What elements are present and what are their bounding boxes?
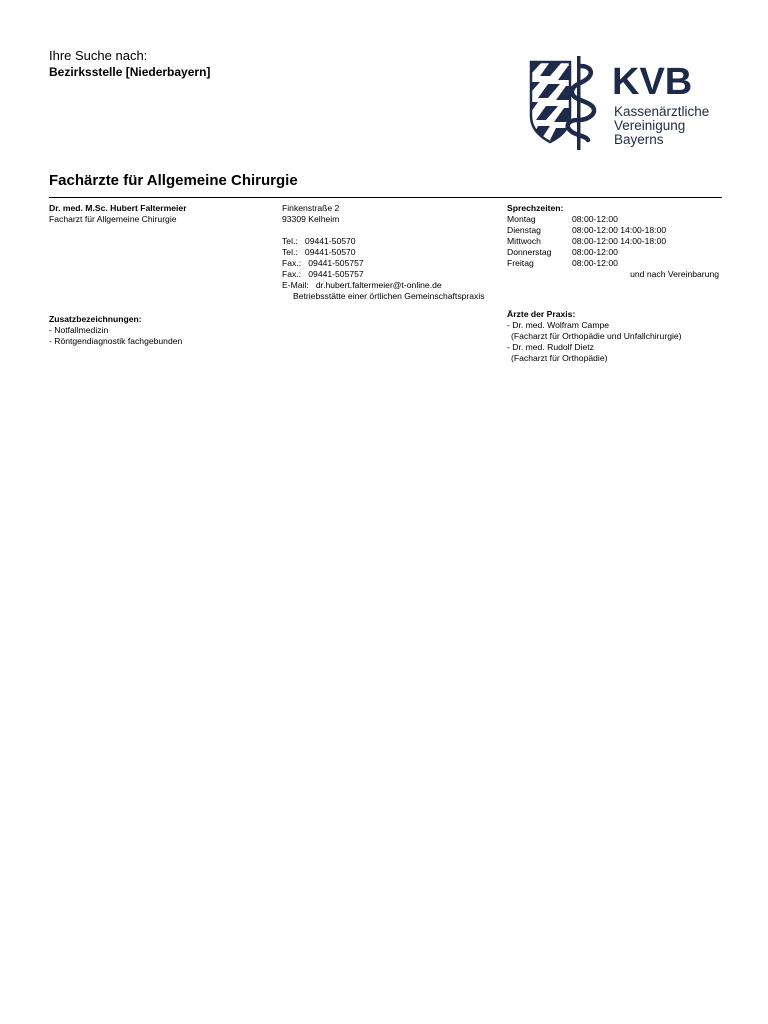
practice-title: Ärzte der Praxis: [507,309,576,319]
hours-row [507,236,722,247]
logo-brand: KVB [612,61,693,103]
hours-row [507,225,722,236]
hours-time: 08:00-12:00 [572,214,618,224]
doctor-info [49,203,187,225]
logo-line1: Kassenärztliche [614,104,710,119]
hours-day: Montag [507,214,536,224]
list-item: (Facharzt für Orthopädie und Unfallchirurgie) [511,331,682,341]
address-street: Finkenstraße 2 [282,203,340,213]
search-label: Ihre Suche nach: [49,48,148,63]
fax-2: Fax.: 09441-505757 [282,269,364,279]
fax-1: Fax.: 09441-505757 [282,258,364,268]
hours-title: Sprechzeiten: [507,203,564,213]
hours-day: Mittwoch [507,236,541,246]
phone-1: Tel.: 09441-50570 [282,236,356,246]
address-city: 93309 Kelheim [282,214,340,224]
title-divider [49,197,722,198]
list-item: - Dr. med. Rudolf Dietz [507,342,594,352]
hours-time: 08:00-12:00 14:00-18:00 [572,236,667,246]
hours-time: 08:00-12:00 [572,247,618,257]
kvb-logo [528,54,718,152]
doctor-specialty: Facharzt für Allgemeine Chirurgie [49,214,177,224]
hours-time: 08:00-12:00 14:00-18:00 [572,225,667,235]
hours-note: und nach Vereinbarung [630,269,719,279]
logo-line2: Vereinigung [614,118,686,133]
additional-title: Zusatzbezeichnungen: [49,314,142,324]
doctor-name: Dr. med. M.Sc. Hubert Faltermeier [49,203,187,213]
hours-row [507,258,722,269]
practice-doctors [507,309,682,364]
list-item: (Facharzt für Orthopädie) [511,353,608,363]
address-block [282,203,485,302]
hours-day: Dienstag [507,225,541,235]
list-item: - Dr. med. Wolfram Campe [507,320,610,330]
logo-line3: Bayerns [614,132,664,147]
email[interactable]: E-Mail: dr.hubert.faltermeier@t-online.de [282,280,442,290]
search-value: Bezirksstelle [Niederbayern] [49,65,211,79]
hours-day: Donnerstag [507,247,552,257]
page-title: Fachärzte für Allgemeine Chirurgie [49,172,298,189]
list-item: - Notfallmedizin [49,325,109,335]
office-hours [507,203,722,280]
additional-qualifications [49,314,182,347]
phone-2: Tel.: 09441-50570 [282,247,356,257]
hours-day: Freitag [507,258,534,268]
hours-time: 08:00-12:00 [572,258,618,268]
list-item: - Röntgendiagnostik fachgebunden [49,336,183,346]
kvb-logo-icon [528,54,718,152]
hours-row [507,214,722,225]
hours-row [507,247,722,258]
practice-type: Betriebsstätte einer örtlichen Gemeinschaftspraxis [293,291,485,301]
